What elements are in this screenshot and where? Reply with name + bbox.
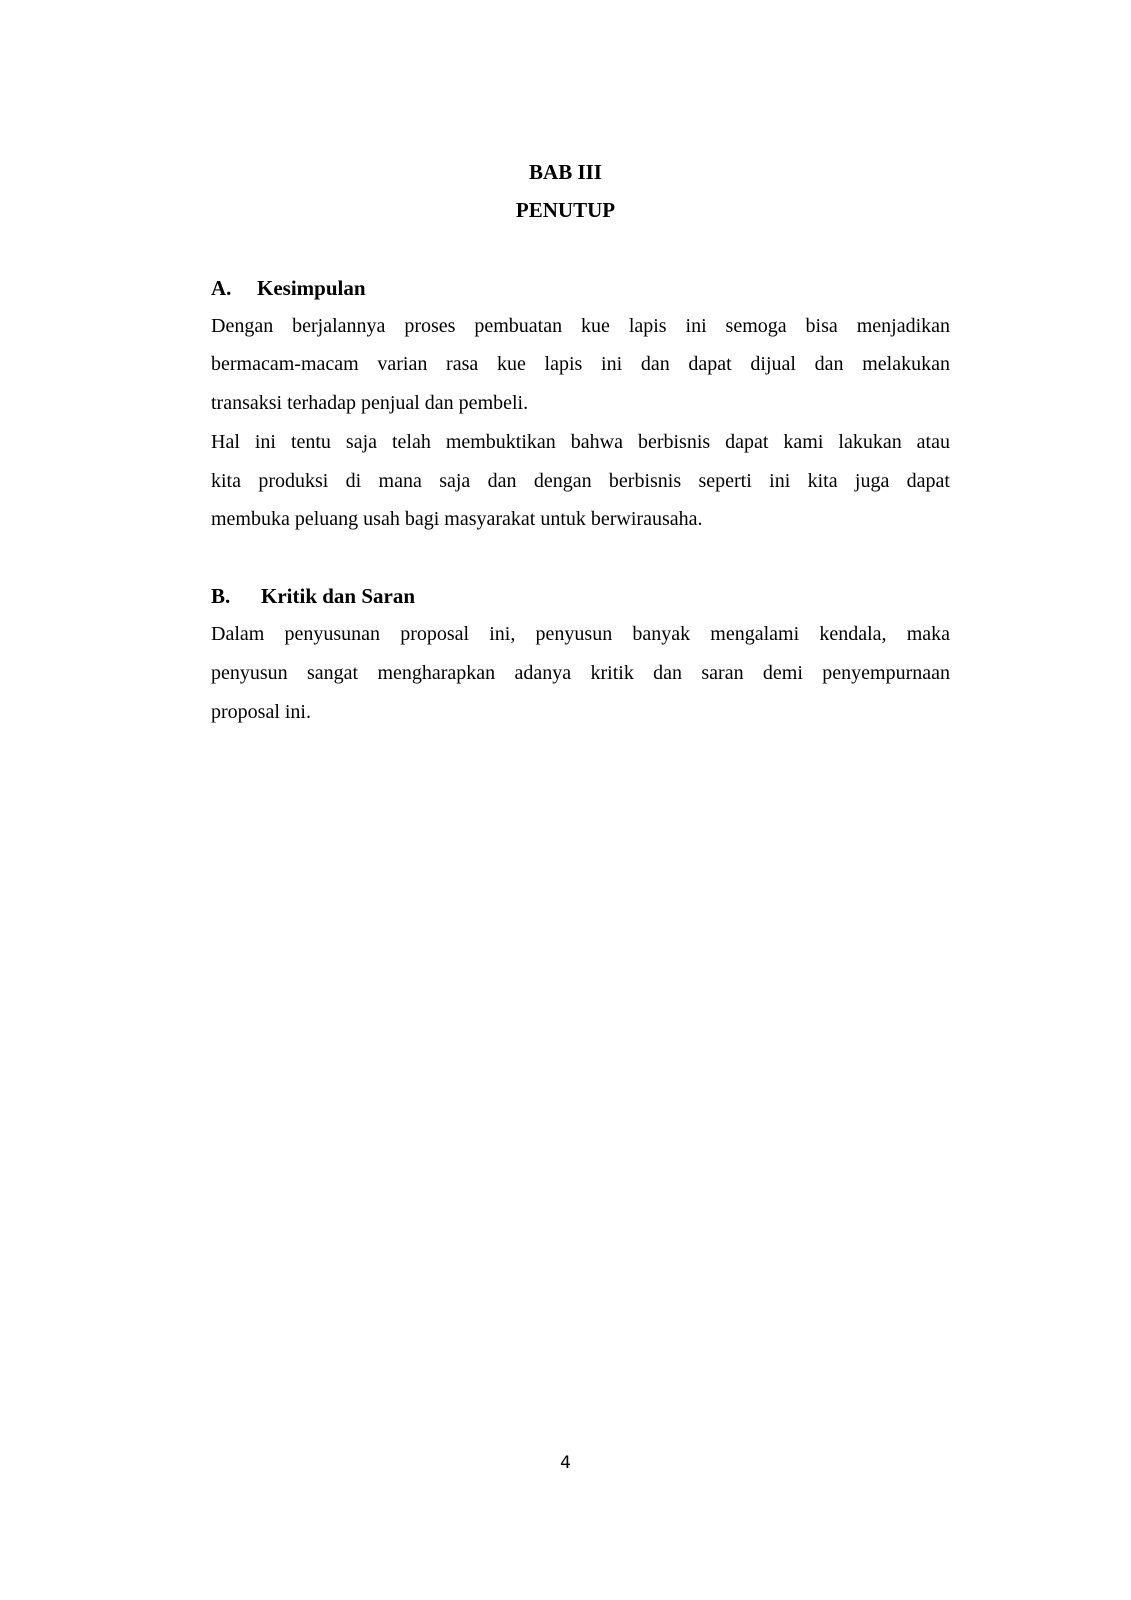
paragraph-line: Dalam penyusunan proposal ini, penyusun banyak mengalami kendala, maka — [211, 623, 950, 645]
section-title: Kritik dan Saran — [261, 584, 416, 608]
paragraph-line: bermacam-macam varian rasa kue lapis ini dan dapat dijual dan melakukan — [211, 353, 950, 375]
section-heading-kesimpulan — [211, 276, 366, 300]
paragraph-line: Hal ini tentu saja telah membuktikan bahwa berbisnis dapat kami lakukan atau — [211, 431, 950, 453]
chapter-number: BAB III — [529, 160, 602, 184]
paragraph-line: membuka peluang usah bagi masyarakat untuk berwirausaha. — [211, 508, 703, 530]
section-number: A. — [211, 276, 232, 300]
section-title: Kesimpulan — [257, 276, 366, 300]
chapter-title: PENUTUP — [515, 198, 616, 222]
paragraph-line: penyusun sangat mengharapkan adanya kritik dan saran demi penyempurnaan — [211, 662, 950, 684]
section-heading-kritik-saran — [211, 584, 415, 608]
paragraph-line: proposal ini. — [211, 701, 311, 723]
paragraph-line: transaksi terhadap penjual dan pembeli. — [211, 392, 529, 414]
section-number: B. — [211, 584, 231, 608]
page-number: 4 — [560, 1453, 571, 1473]
paragraph-line: kita produksi di mana saja dan dengan berbisnis seperti ini kita juga dapat — [211, 470, 950, 492]
paragraph-line: Dengan berjalannya proses pembuatan kue lapis ini semoga bisa menjadikan — [211, 315, 950, 337]
